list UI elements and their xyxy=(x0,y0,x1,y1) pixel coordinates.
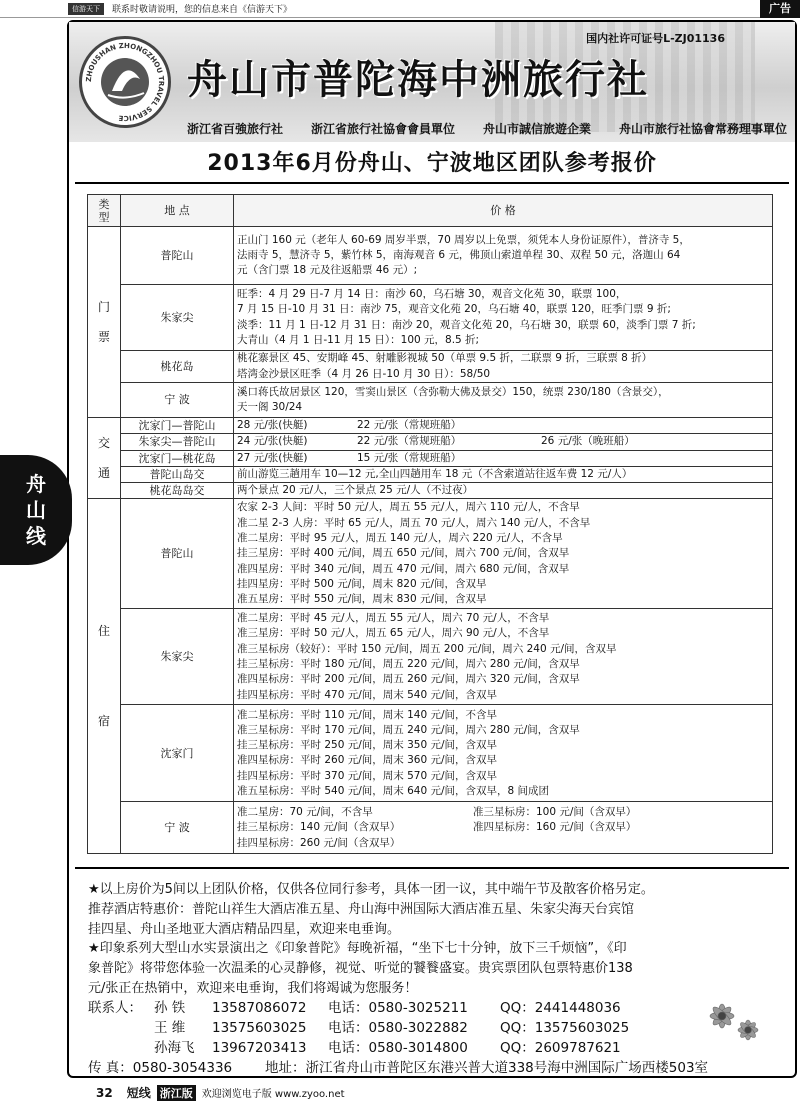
price-cell xyxy=(234,434,773,450)
price-line: 淡季：11 月 1 日-12 月 31 日：南沙 20，观音文化苑 20，乌石塘 30，联票 60，淡季门票 7 折; xyxy=(237,318,696,331)
contact-row xyxy=(88,998,793,1018)
contact-label: 联系人： xyxy=(88,1000,142,1016)
company-header xyxy=(69,22,795,142)
price-line: 天一阁 30/24 xyxy=(237,401,303,413)
price-cell xyxy=(234,466,773,482)
table-row xyxy=(88,285,773,351)
price-line: 挂三星标房：平时 180 元/间，周五 220 元/间，周六 280 元/间，含双早 xyxy=(237,657,580,670)
notes-block xyxy=(88,880,793,999)
contact-tel: 电话：0580-3022882 xyxy=(328,1020,468,1036)
honor-item: 浙江省旅行社協會會員單位 xyxy=(310,122,455,136)
price-line: 挂四星标房：平时 370 元/间，周末 570 元/间，含双早 xyxy=(237,769,498,782)
price-cell xyxy=(234,705,773,802)
price-table xyxy=(87,194,773,854)
price-line: 元（含门票 18 元及往返船票 46 元）; xyxy=(237,264,418,277)
price-line: 溪口蒋氏故居景区 120，雪窦山景区（含弥勒大佛及景交）150，统票 230/180（含景交）， xyxy=(237,385,669,398)
price-line: 农家 2-3 人间：平时 50 元/人，周五 55 元/人，周六 110 元/人，不含早 xyxy=(237,501,580,514)
price-line: 旺季：4 月 29 日-7 月 14 日：南沙 60，乌石塘 30，观音文化苑 30，联票 100， xyxy=(237,287,627,300)
price-line: 准二星房：70 元/间，不含早 xyxy=(237,806,373,819)
table-row xyxy=(88,450,773,466)
fax-number: 传 真：0580-3054336 xyxy=(88,1060,233,1076)
note-line: 象普陀》将带您体验一次温柔的心灵静修，视觉、听觉的饕餮盛宴。贵宾票团队包票特惠价138 xyxy=(88,961,633,977)
price-cell xyxy=(234,418,773,434)
flower-decoration-icon xyxy=(700,994,770,1054)
header-location: 地 点 xyxy=(121,195,234,227)
table-row xyxy=(88,466,773,482)
price-line: 前山游览三趟用车 10—12 元,全山四趟用车 18 元（不含索道站往返车费 12 元/人） xyxy=(237,467,633,480)
contact-mobile: 13587086072 xyxy=(212,1000,307,1016)
contact-mobile: 13967203413 xyxy=(212,1040,307,1056)
table-body xyxy=(88,227,773,854)
location-cell: 宁 波 xyxy=(121,802,234,854)
emblem-text: ZHOUSHAN ZHONGZHOU TRAVEL SERVICE xyxy=(84,41,166,123)
honors-row xyxy=(187,120,787,137)
fare-item: 26 元/张（晚班船） xyxy=(541,435,635,448)
location-cell: 普陀山 xyxy=(121,499,234,609)
location-cell: 普陀山 xyxy=(121,227,234,285)
contact-name: 孙 铁 xyxy=(154,1000,186,1016)
location-cell: 沈家门 xyxy=(121,705,234,802)
price-line: 两个景点 20 元/人，三个景点 25 元/人（不过夜） xyxy=(237,484,474,497)
table-header-row xyxy=(88,195,773,227)
price-line: 挂四星标房：平时 470 元/间，周末 540 元/间，含双早 xyxy=(237,688,498,701)
table-row xyxy=(88,609,773,705)
table-row xyxy=(88,434,773,450)
location-cell: 沈家门—桃花岛 xyxy=(121,450,234,466)
fare-item: 22 元/张（常规班船） xyxy=(357,435,462,448)
price-line: 准五星房：平时 550 元/间，周末 830 元/间，含双早 xyxy=(237,593,487,606)
price-line: 准二星 2-3 人房：平时 65 元/人，周五 70 元/人，周六 140 元/人，不含早 xyxy=(237,516,591,529)
price-line: 7 月 15 日-10 月 31 日：南沙 75，观音文化苑 20，乌石塘 40，联票 120，旺季门票 9 折; xyxy=(237,303,671,316)
note-line: 推荐酒店特惠价：普陀山祥生大酒店准五星、舟山海中洲国际大酒店准五星、朱家尖海天台宾馆 xyxy=(88,901,635,917)
price-cell xyxy=(234,802,773,854)
contact-mobile: 13575603025 xyxy=(212,1020,307,1036)
type-cell: 住 宿 xyxy=(88,499,121,854)
fare-item xyxy=(541,451,741,466)
region-tab-char: 线 xyxy=(26,524,46,548)
region-tab xyxy=(0,455,72,565)
header-type: 类 型 xyxy=(88,195,121,227)
note-line: ★以上房价为5间以上团队价格，仅供各位同行参考，具体一团一议，其中端午节及散客价格另定。 xyxy=(88,882,654,897)
price-line: 挂三星标房：平时 250 元/间，周末 350 元/间，含双早 xyxy=(237,739,498,752)
contact-qq: QQ：2441448036 xyxy=(500,1000,621,1016)
table-row xyxy=(88,351,773,383)
top-bar xyxy=(0,0,800,18)
source-note: 联系时敬请说明，您的信息来自《信游天下》 xyxy=(112,5,293,15)
license-number: 国内社许可证号L-ZJ01136 xyxy=(586,32,725,45)
location-cell: 宁 波 xyxy=(121,383,234,418)
ad-label: 广告 xyxy=(760,0,800,18)
table-row xyxy=(88,227,773,285)
price-line: 准三星标房（较好）：平时 150 元/间，周五 200 元/间，周六 240 元/间，含双早 xyxy=(237,642,617,655)
fare-item: 27 元/张(快艇) xyxy=(237,451,308,464)
price-line: 挂四星房：平时 500 元/间，周末 820 元/间，含双早 xyxy=(237,577,487,590)
fare-item: 22 元/张（常规班船） xyxy=(357,419,462,431)
edition-badge: 浙江版 xyxy=(157,1085,196,1101)
price-cell xyxy=(234,483,773,499)
price-line: 挂四星标房：260 元/间（含双早） xyxy=(237,836,401,849)
table-row xyxy=(88,483,773,499)
price-line: 准四星标房：平时 260 元/间，周末 360 元/间，含双早 xyxy=(237,754,498,767)
table-row xyxy=(88,418,773,434)
company-emblem-icon xyxy=(79,36,171,128)
table-row xyxy=(88,705,773,802)
price-line: 准二星房：平时 45 元/人，周五 55 元/人，周六 70 元/人，不含早 xyxy=(237,612,550,625)
contacts-block xyxy=(88,998,793,1078)
section-brand: 短线 xyxy=(126,1086,151,1100)
location-cell: 桃花岛 xyxy=(121,351,234,383)
table-row xyxy=(88,383,773,418)
price-cell xyxy=(234,383,773,418)
price-line xyxy=(473,836,693,851)
contact-name: 孙海飞 xyxy=(154,1040,195,1056)
price-line: 准五星标房：平时 540 元/间，周末 640 元/间，含双早，8 间成团 xyxy=(237,785,550,798)
page-number: 32 xyxy=(96,1085,113,1100)
price-line: 挂三星房：平时 400 元/间，周五 650 元/间，周六 700 元/间，含双早 xyxy=(237,547,570,560)
fare-item: 28 元/张(快艇) xyxy=(237,419,308,431)
price-line: 准二星标房：平时 110 元/间，周末 140 元/间，不含早 xyxy=(237,708,498,721)
honor-item: 舟山市誠信旅遊企業 xyxy=(482,122,591,136)
contact-name: 王 维 xyxy=(154,1020,186,1036)
header-price: 价 格 xyxy=(234,195,773,227)
price-cell xyxy=(234,499,773,609)
fare-item xyxy=(541,418,741,433)
contact-row xyxy=(88,1038,793,1058)
price-cell xyxy=(234,351,773,383)
note-line: 元/张正在热销中，欢迎来电垂询，我们将竭诚为您服务！ xyxy=(88,980,418,996)
publication-logo: 信游天下 xyxy=(68,3,104,15)
note-line: 挂四星、舟山圣地亚大酒店精品四星，欢迎来电垂询。 xyxy=(88,921,401,937)
contact-tel: 电话：0580-3014800 xyxy=(328,1040,468,1056)
note-line: ★印象系列大型山水实景演出之《印象普陀》每晚祈福，“坐下七十分钟，放下三千烦恼”，《印 xyxy=(88,941,627,957)
price-cell xyxy=(234,609,773,705)
price-line: 桃花寨景区 45、安期峰 45、射雕影视城 50（单票 9.5 折，二联票 9 折，三联票 8 折） xyxy=(237,352,653,365)
honor-item: 浙江省百強旅行社 xyxy=(187,122,284,136)
price-cell xyxy=(234,227,773,285)
contact-tel: 电话：0580-3025211 xyxy=(328,1000,468,1016)
price-line: 正山门 160 元（老年人 60-69 周岁半票，70 周岁以上免票，须凭本人身份证原件），普济寺 5， xyxy=(237,233,690,246)
table-row xyxy=(88,802,773,854)
region-tab-char: 山 xyxy=(26,498,46,522)
price-line: 塔湾金沙景区旺季（4 月 26 日-10 月 30 日）：58/50 xyxy=(237,367,491,380)
price-line: 准三星标房：平时 170 元/间，周五 240 元/间，周六 280 元/间，含双早 xyxy=(237,723,580,736)
page-footer xyxy=(0,1084,800,1101)
page-title: 2013年6月份舟山、宁波地区团队参考报价 xyxy=(207,151,657,176)
price-line: 准四星房：平时 340 元/间，周五 470 元/间，周六 680 元/间，含双早 xyxy=(237,562,570,575)
region-tab-char: 舟 xyxy=(26,472,46,496)
fare-item: 15 元/张（常规班船） xyxy=(357,451,462,464)
location-cell: 沈家门—普陀山 xyxy=(121,418,234,434)
location-cell: 桃花岛岛交 xyxy=(121,483,234,499)
location-cell: 朱家尖 xyxy=(121,285,234,351)
price-line: 准三星标房：100 元/间（含双早） xyxy=(473,806,637,819)
price-line: 法雨寺 5，慧济寺 5，紫竹林 5，南海观音 6 元，佛顶山索道单程 30、双程 50 元，洛迦山 64 xyxy=(237,248,681,261)
type-cell: 交 通 xyxy=(88,418,121,499)
location-cell: 普陀山岛交 xyxy=(121,466,234,482)
price-line: 准四星标房：160 元/间（含双早） xyxy=(473,821,637,834)
table-divider xyxy=(75,867,789,869)
table-row xyxy=(88,499,773,609)
price-line: 准二星房：平时 95 元/人，周五 140 元/人，周六 220 元/人，不含早 xyxy=(237,532,563,545)
contact-row-fax xyxy=(88,1058,793,1078)
honor-item: 舟山市旅行社協會常務理事單位 xyxy=(618,122,787,136)
location-cell: 朱家尖 xyxy=(121,609,234,705)
price-line: 准四星标房：平时 200 元/间，周五 260 元/间，周六 320 元/间，含双早 xyxy=(237,673,580,686)
location-cell: 朱家尖—普陀山 xyxy=(121,434,234,450)
price-line: 大青山（4 月 1 日-11 月 15 日）：100 元，8.5 折; xyxy=(237,333,480,346)
type-cell: 门 票 xyxy=(88,227,121,418)
contact-qq: QQ：2609787621 xyxy=(500,1040,621,1056)
company-name: 舟山市普陀海中洲旅行社 xyxy=(187,57,649,103)
contact-row xyxy=(88,1018,793,1038)
price-line: 挂三星标房：140 元/间（含双早） xyxy=(237,821,401,834)
price-cell xyxy=(234,450,773,466)
price-line: 准三星房：平时 50 元/人，周五 65 元/人，周六 90 元/人，不含早 xyxy=(237,627,550,640)
company-address: 地址：浙江省舟山市普陀区东港兴普大道338号海中洲国际广场西楼503室 xyxy=(265,1060,709,1076)
fare-item: 24 元/张(快艇) xyxy=(237,435,308,448)
contact-qq: QQ：13575603025 xyxy=(500,1020,630,1036)
price-cell xyxy=(234,285,773,351)
title-divider xyxy=(75,182,789,184)
footer-slogan: 欢迎浏览电子版 www.zyoo.net xyxy=(201,1089,345,1100)
